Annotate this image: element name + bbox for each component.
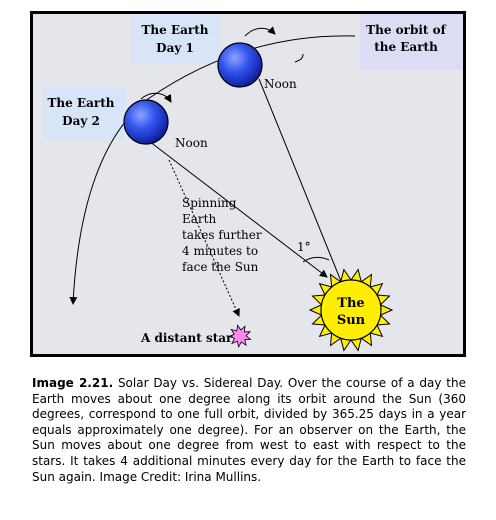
earth-day2-label-line2: Day 2 [62, 114, 100, 128]
earth-day1-label-box [131, 14, 219, 64]
spin-label-line3: takes further [182, 228, 262, 242]
angle-label: 1° [297, 240, 311, 254]
orbit-label-line2: the Earth [374, 40, 438, 54]
spin-label-line4: 4 minutes to [182, 244, 259, 258]
orbit-label-line1: The orbit of [366, 23, 446, 37]
earth-day1-label-line2: Day 1 [156, 41, 194, 55]
day1-rotation-arrow [245, 28, 275, 36]
noon-day2-label: Noon [175, 136, 208, 150]
earth-day2-label-line1: The Earth [47, 96, 115, 110]
earth-day1-icon [218, 43, 262, 87]
spin-label-line2: Earth [182, 212, 217, 226]
caption-text: Solar Day vs. Sidereal Day. Over the course of a day the Earth moves about one degree along its orbit around the Sun (360 degrees, correspond to one full orbit, divided by 365.25 days in a year equals approximately one degree). For an observer on the Earth, the Sun moves about one degree from west to east with respect to the stars. It takes 4 additional minutes every day for the Earth to face the Sun again. Image Credit: Irina Mullins. [32, 376, 467, 484]
sun-label-line2: Sun [336, 313, 366, 328]
caption-title: Image 2.21. [32, 376, 114, 390]
earth-day2-icon [124, 100, 168, 144]
diagram-figure [30, 11, 466, 357]
spin-label-line5: face the Sun [182, 260, 259, 274]
figure-caption [32, 376, 466, 485]
sun-label-line1: The [337, 296, 365, 311]
day1-noon-line [259, 79, 347, 296]
distant-star-label: A distant star [141, 331, 233, 345]
diagram-canvas [33, 14, 463, 354]
noon-day1-label: Noon [264, 77, 297, 91]
day1-noon-mark [295, 54, 303, 62]
spin-label-line1: Spinning [182, 196, 237, 210]
earth-day1-label-line1: The Earth [141, 23, 209, 37]
earth-day2-label-box [43, 87, 125, 139]
